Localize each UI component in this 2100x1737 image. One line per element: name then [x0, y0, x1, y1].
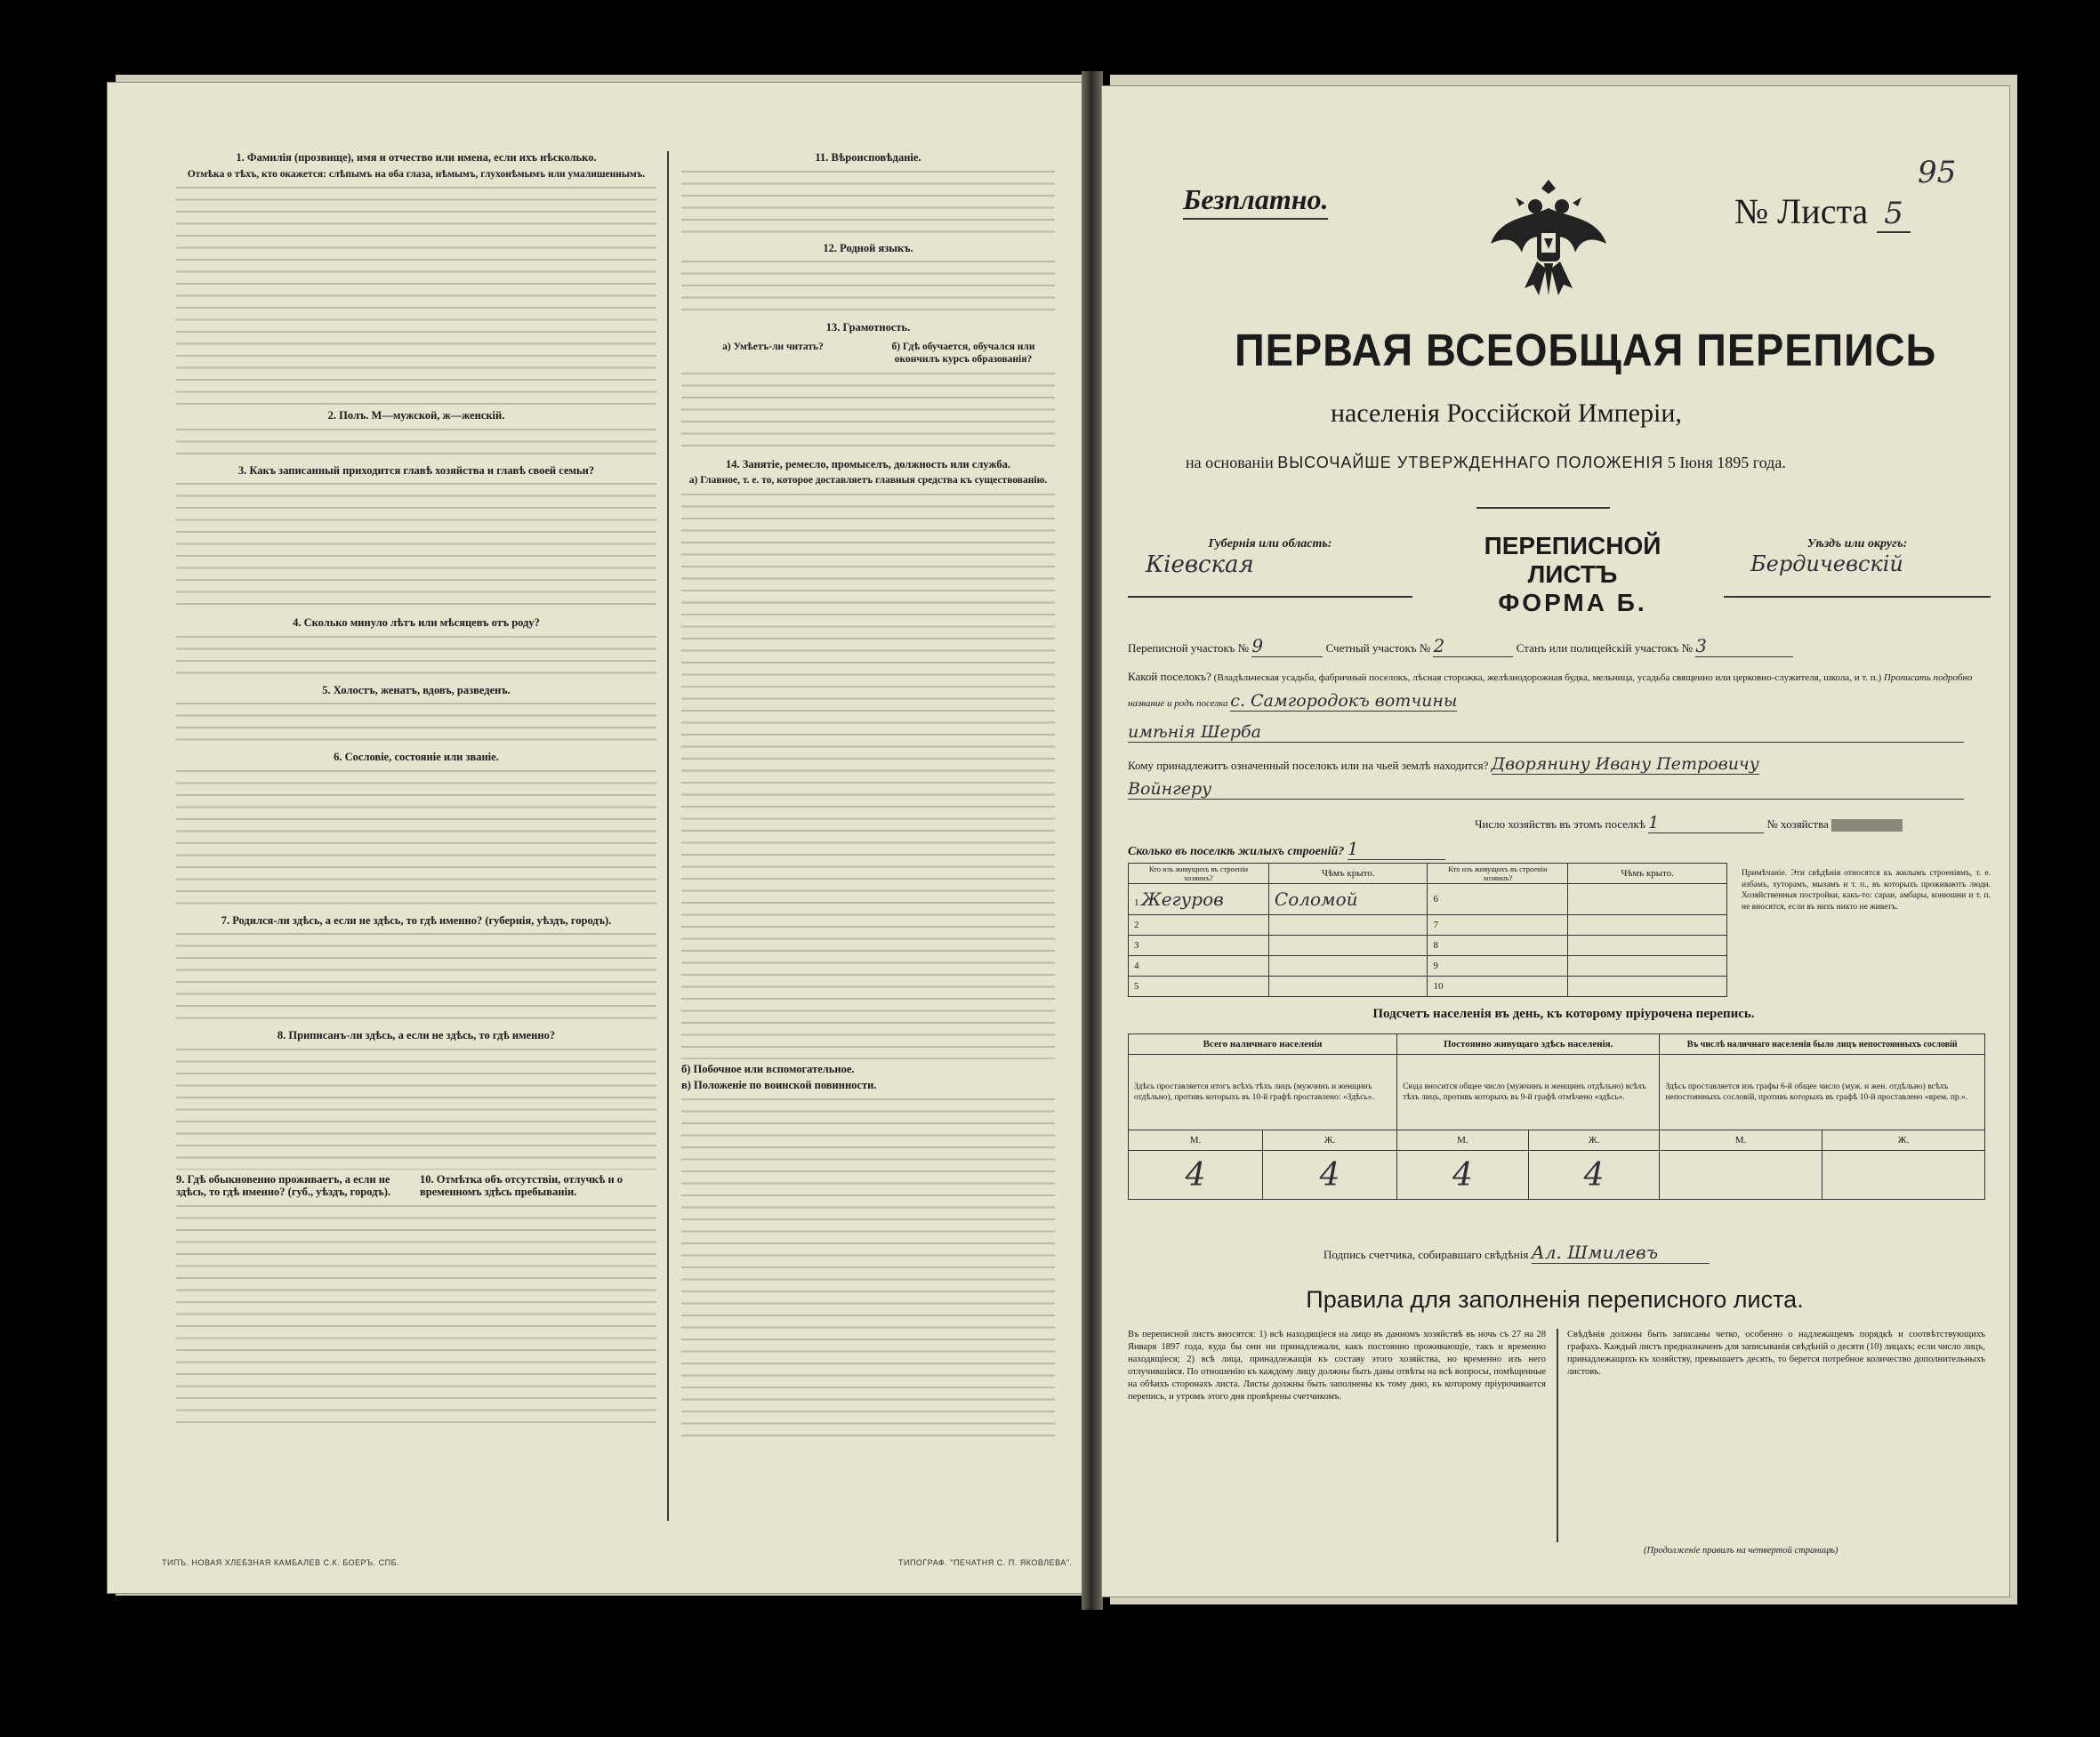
- signature-value: Ал. Шмилевъ: [1532, 1242, 1710, 1264]
- ct-header: Въ числѣ наличнаго населенія было лицъ непостоянныхъ сословій: [1660, 1034, 1985, 1055]
- table-row: [1129, 956, 1727, 977]
- settlement-hint: Прописать подробно название и родъ поселка: [1128, 672, 1973, 709]
- section-14-title: 14. Занятіе, ремесло, промыселъ, должность или служба.: [725, 457, 1011, 470]
- ct-value: [1660, 1151, 1822, 1200]
- basis-caps: ВЫСОЧАЙШЕ УТВЕРЖДЕННАГО ПОЛОЖЕНІЯ: [1277, 454, 1664, 471]
- imperial-eagle-emblem: [1482, 173, 1615, 306]
- section-10-title: 10. Отмѣтка объ отсутствіи, отлучкѣ и о временномъ здѣсь пребываніи.: [420, 1172, 624, 1198]
- body-text: [176, 425, 656, 461]
- row-number: 4: [1129, 956, 1269, 977]
- households-line: [1475, 813, 1973, 833]
- section-1-subtitle: Отмѣка о тѣхъ, кто окажется: слѣпымъ на оба глаза, нѣмымъ, глухонѣмымъ или умалишеннымъ.: [187, 168, 646, 180]
- left-column-2: [681, 148, 1055, 1443]
- body-text: [176, 767, 656, 911]
- ct-female-label: Ж.: [1528, 1130, 1660, 1151]
- count-label: Счетный участокъ №: [1325, 641, 1431, 655]
- settlement-value: с. Самгородокъ вотчины: [1230, 691, 1458, 711]
- owner-value: Дворянину Ивану Петровичу: [1491, 754, 1759, 774]
- section-11-title: 11. Вѣроисповѣданіе.: [815, 151, 921, 164]
- body-text: [176, 183, 656, 406]
- rules-continue: (Продолженіе правилъ на четвертой страницѣ): [1644, 1546, 1839, 1556]
- body-text: [176, 699, 656, 747]
- printer-imprint: ТИПЪ. НОВАЯ ХЛЕБЗНАЯ КАМБАЛЕВ С.К. БОЕРЪ. СПБ.: [162, 1558, 400, 1567]
- sheet-number-value: 5: [1877, 196, 1911, 233]
- section-1-title: 1. Фамилія (прозвище), имя и отчество или имена, если ихъ нѣсколько.: [236, 151, 597, 164]
- bt-cell: [1568, 936, 1727, 956]
- table-row: [1129, 1151, 1985, 1200]
- buildings-table: [1128, 863, 1727, 997]
- bt-cell: [1268, 936, 1428, 956]
- gubernia-value: Кіевская: [1146, 551, 1254, 578]
- body-text: [681, 369, 1055, 454]
- free-label: Безплатно.: [1183, 183, 1328, 220]
- row-number: 8: [1428, 936, 1568, 956]
- ct-female-label: Ж.: [1822, 1130, 1984, 1151]
- section-6-title: 6. Сословіе, состояніе или званіе.: [334, 751, 499, 763]
- row-number: 2: [1129, 915, 1269, 936]
- bt-cell: [1568, 977, 1727, 997]
- census-basis: [1186, 454, 1786, 472]
- table-row: [1129, 884, 1727, 915]
- row-number: 10: [1428, 977, 1568, 997]
- column-divider: [1557, 1329, 1558, 1542]
- ct-description: Здѣсь проставляется итогъ всѣхъ тѣхъ лицъ (мужчинъ и женщинъ отдѣльно), противъ которыхъ въ 10-й графѣ проставлено: «Здѣсь».: [1129, 1055, 1397, 1130]
- ct-value: [1822, 1151, 1984, 1200]
- settlement-block: [1128, 665, 1991, 715]
- owner-value-2: Войнгеру: [1128, 779, 1964, 800]
- settlement-note: (Владѣльческая усадьба, фабричный поселокъ, лѣсная сторожка, желѣзнодорожная будка, мельница, усадьба священно или церковно-служителя, школа, и т. п.): [1213, 672, 1882, 683]
- section-14a: а) Главное, т. е. то, которое доставляетъ главныя средства къ существованію.: [688, 475, 1048, 486]
- table-row: [1129, 915, 1727, 936]
- right-page: [1101, 85, 2010, 1597]
- owner-label: Кому принадлежитъ означенный поселокъ или на чьей землѣ находится?: [1128, 759, 1489, 772]
- ct-value: 4: [1528, 1151, 1660, 1200]
- printer-imprint-2: ТИПОГРАФ. "ПЕЧАТНЯ С. П. ЯКОВЛЕВА".: [898, 1558, 1073, 1567]
- bt-header: Кто изъ живущихъ въ строеніи хозяинъ?: [1428, 864, 1568, 884]
- table-row: [1129, 977, 1727, 997]
- form-label: ФОРМА Б.: [1498, 589, 1647, 616]
- uezd-value: Бердичевскій: [1750, 551, 1903, 576]
- row-number: 5: [1129, 977, 1269, 997]
- bt-cell: [1568, 956, 1727, 977]
- ct-female-label: Ж.: [1263, 1130, 1397, 1151]
- gubernia-label: Губернія или область:: [1208, 537, 1332, 551]
- bt-cell: [1268, 915, 1428, 936]
- households-value: 1: [1648, 813, 1764, 833]
- section-3-title: 3. Какъ записанный приходится главѣ хозяйства и главѣ своей семьи?: [237, 463, 595, 477]
- section-12-title: 12. Родной языкъ.: [823, 241, 913, 254]
- table-row: [1129, 936, 1727, 956]
- body-text: [176, 1045, 656, 1170]
- signature-line: [1324, 1242, 1710, 1264]
- row-number: 1: [1134, 897, 1139, 908]
- bt-owner-value: Жегуров: [1141, 889, 1224, 910]
- district-value: 9: [1251, 635, 1323, 657]
- section-14b: б) Побочное или вспомогательное.: [681, 1062, 855, 1075]
- bt-header: Чѣмъ крыто.: [1268, 864, 1428, 884]
- row-number: 9: [1428, 956, 1568, 977]
- household-no-label: № хозяйства: [1766, 817, 1829, 831]
- gubernia-box: [1128, 537, 1412, 598]
- body-text: [176, 1202, 656, 1424]
- buildings-label: Сколько въ поселкѣ жилыхъ строеній?: [1128, 845, 1345, 858]
- column-divider: [667, 151, 669, 1521]
- section-8-title: 8. Приписанъ-ли здѣсь, а если не здѣсь, то гдѣ именно?: [277, 1029, 556, 1041]
- body-text: [681, 167, 1055, 238]
- section-2-title: 2. Полъ. М—мужской, ж—женскій.: [327, 409, 505, 422]
- ct-header: Всего наличнаго населенія: [1129, 1034, 1397, 1055]
- section-4-title: 4. Сколько минуло лѣтъ или мѣсяцевъ отъ роду?: [293, 616, 540, 629]
- body-text: [176, 479, 656, 613]
- form-header: [1439, 532, 1706, 617]
- ct-male-label: М.: [1397, 1130, 1529, 1151]
- household-no-redacted: [1831, 819, 1903, 832]
- ct-header: Постоянно живущаго здѣсь населенія.: [1397, 1034, 1660, 1055]
- section-13a: а) Умѣетъ-ли читать?: [722, 341, 824, 352]
- uezd-label: Уѣздъ или округъ:: [1806, 537, 1908, 551]
- section-13b: б) Гдѣ обучается, обучался или окончилъ курсъ образованія?: [891, 341, 1035, 365]
- basis-suffix: 5 Іюня 1895 года.: [1667, 454, 1786, 471]
- signature-label: Подпись счетчика, собиравшаго свѣдѣнія: [1324, 1248, 1529, 1261]
- bt-cell: [1268, 956, 1428, 977]
- census-title: ПЕРВАЯ ВСЕОБЩАЯ ПЕРЕПИСЬ: [1235, 325, 1937, 375]
- rules-title: Правила для заполненія переписного листа.: [1306, 1286, 1804, 1313]
- district-line: [1128, 635, 1982, 657]
- ct-male-label: М.: [1660, 1130, 1822, 1151]
- body-text: [681, 1095, 1055, 1443]
- bt-header: Кто изъ живущихъ въ строеніи хозяинъ?: [1129, 864, 1269, 884]
- buildings-note: Примѣчаніе. Эти свѣдѣнія относятся къ жилымъ строеніямъ, т. е. избамъ, хуторамъ, мызамъ и т. п., въ которыхъ проживаютъ люди. Хозяйственныя постройки, какъ-то: сараи, амбары, конюшни и т. п. не вносятся, если въ нихъ никто не живетъ.: [1742, 869, 1991, 912]
- ct-description: Здѣсь проставляется изъ графы 6-й общее число (муж. и жен. отдѣльно) всѣхъ непостоянныхъ сословій, противъ которыхъ въ графѣ 10-й проставлено «врем. пр.».: [1660, 1055, 1985, 1130]
- section-5-title: 5. Холостъ, женатъ, вдовъ, разведенъ.: [322, 683, 511, 696]
- stan-value: 3: [1695, 635, 1793, 657]
- rules-left: Въ переписной листъ вносятся: 1) всѣ находящіеся на лицо въ данномъ хозяйствѣ въ ночь съ 27 на 28 Января 1897 года, куда бы они ни принадлежали, какъ постоянно проживающіе, такъ и временно находящіеся; 2) всѣ лица, принадлежащія къ составу этого хозяйства, но временно изъ него отлучившіяся. По отношенію къ каждому лицу должны быть даны отвѣты на всѣ вопросы, помѣщенные на обѣихъ сторонахъ листа. Листы должны быть заполнены къ тому дню, къ которому пріурочивается перепись, и утромъ этого дня провѣрены счетчикомъ.: [1128, 1330, 1546, 1402]
- body-text: [681, 257, 1055, 318]
- body-text: [681, 490, 1055, 1059]
- count-title: Подсчетъ населенія въ день, къ которому пріурочена перепись.: [1372, 1007, 1755, 1021]
- district-label: Переписной участокъ №: [1128, 641, 1250, 655]
- bt-cell: [1568, 915, 1727, 936]
- archive-number: 95: [1918, 155, 1957, 190]
- sheet-number: [1734, 190, 1911, 232]
- ct-male-label: М.: [1129, 1130, 1263, 1151]
- sheet-label: ПЕРЕПИСНОЙ ЛИСТЪ: [1484, 532, 1661, 588]
- settlement-label: Какой поселокъ?: [1128, 670, 1211, 683]
- section-14c: в) Положеніе по воинской повинности.: [681, 1079, 877, 1091]
- census-subtitle: населенія Россійской Имперіи,: [1331, 398, 1682, 428]
- owner-line: [1128, 754, 1991, 774]
- buildings-line: [1128, 838, 1445, 860]
- left-page: [107, 82, 1090, 1594]
- section-13-title: 13. Грамотность.: [825, 321, 911, 334]
- row-number: 6: [1428, 884, 1568, 915]
- basis-prefix: на основаніи: [1186, 454, 1274, 471]
- ct-value: 4: [1263, 1151, 1397, 1200]
- left-column-1: [176, 148, 656, 1424]
- bt-header: Чѣмъ крыто.: [1568, 864, 1727, 884]
- body-text: [176, 632, 656, 680]
- stan-label: Станъ или полицейскій участокъ №: [1516, 641, 1694, 655]
- ct-value: 4: [1397, 1151, 1529, 1200]
- row-number: 3: [1129, 936, 1269, 956]
- rules-right: Свѣдѣнія должны быть записаны четко, особенно о надлежащемъ порядкѣ и соотвѣтствующихъ графахъ. Каждый листъ предназначенъ для записыванія свѣдѣній о десяти (10) лицахъ; если число лицъ, принадлежащихъ къ хозяйству, превышаетъ десять, то берется потребное количество дополнительныхъ листовъ.: [1567, 1330, 1985, 1377]
- sheet-number-label: № Листа: [1734, 191, 1869, 231]
- section-7-title: 7. Родился-ли здѣсь, а если не здѣсь, то гдѣ именно? (губернія, уѣздъ, городъ).: [221, 913, 612, 927]
- section-9-title: 9. Гдѣ обыкновенно проживаетъ, а если не здѣсь, то гдѣ именно? (губ., уѣздъ, городъ).: [176, 1172, 390, 1198]
- settlement-value-2: имѣнія Шерба: [1128, 722, 1964, 743]
- body-text: [176, 929, 656, 1025]
- ct-value: 4: [1129, 1151, 1263, 1200]
- ct-description: Сюда вносится общее число (мужчинъ и женщинъ отдѣльно) всѣхъ тѣхъ лицъ, противъ которыхъ въ 9-й графѣ отмѣчено «здѣсь».: [1397, 1055, 1660, 1130]
- row-number: 7: [1428, 915, 1568, 936]
- buildings-value: 1: [1348, 838, 1445, 860]
- bt-roof-value: Соломой: [1268, 884, 1428, 915]
- count-value: 2: [1433, 635, 1513, 657]
- bt-cell: [1568, 884, 1727, 915]
- households-label: Число хозяйствъ въ этомъ поселкѣ: [1475, 817, 1645, 831]
- uezd-box: [1724, 537, 1991, 598]
- divider: [1476, 507, 1610, 509]
- bt-owner-cell: [1129, 884, 1269, 915]
- bt-cell: [1268, 977, 1428, 997]
- population-table: [1128, 1033, 1985, 1200]
- book-spine: [1082, 71, 1103, 1610]
